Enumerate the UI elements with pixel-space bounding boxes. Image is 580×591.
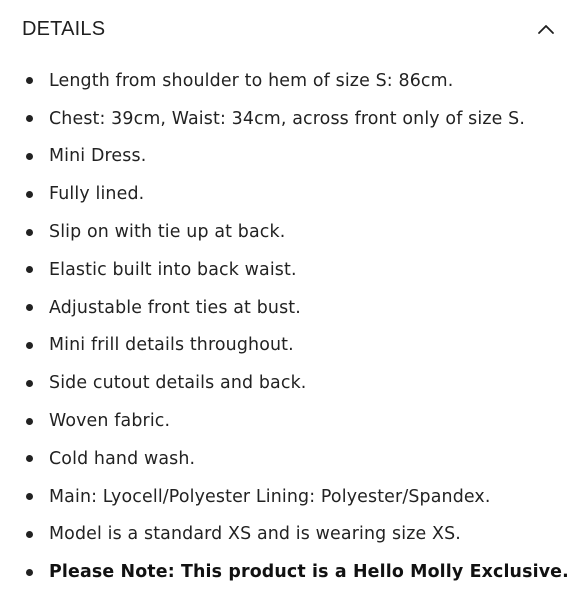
list-item (0, 327, 580, 365)
list-item-text: Cold hand wash. (49, 448, 196, 469)
bullet-icon (26, 342, 33, 349)
bullet-icon (26, 569, 33, 576)
list-item-text: Model is a standard XS and is wearing size XS. (49, 524, 461, 545)
list-item-text: Mini Dress. (49, 146, 147, 167)
list-item-exclusive-note (0, 553, 580, 591)
list-item (0, 213, 580, 251)
accordion-title: DETAILS (22, 18, 106, 40)
list-item (0, 175, 580, 213)
bullet-icon (26, 380, 33, 387)
details-accordion-header[interactable] (0, 0, 580, 58)
bullet-icon (26, 304, 33, 311)
bullet-icon (26, 191, 33, 198)
list-item-text: Slip on with tie up at back. (49, 222, 286, 243)
list-item (0, 402, 580, 440)
list-item-text: Fully lined. (49, 184, 145, 205)
list-item-text: Length from shoulder to hem of size S: 86cm. (49, 70, 454, 91)
list-item-text: Side cutout details and back. (49, 373, 307, 394)
bullet-icon (26, 455, 33, 462)
bullet-icon (26, 266, 33, 273)
list-item (0, 289, 580, 327)
list-item (0, 100, 580, 138)
list-item (0, 516, 580, 554)
list-item-text: Woven fabric. (49, 411, 171, 432)
list-item-text: Adjustable front ties at bust. (49, 297, 301, 318)
bullet-icon (26, 229, 33, 236)
list-item (0, 440, 580, 478)
chevron-up-icon[interactable] (534, 18, 558, 40)
list-item (0, 62, 580, 100)
bullet-icon (26, 418, 33, 425)
list-item (0, 251, 580, 289)
list-item-text: Please Note: This product is a Hello Molly Exclusive. (49, 562, 569, 583)
list-item-text: Main: Lyocell/Polyester Lining: Polyester/Spandex. (49, 486, 491, 507)
details-list (0, 62, 580, 591)
list-item (0, 364, 580, 402)
list-item-text: Mini frill details throughout. (49, 335, 294, 356)
list-item (0, 478, 580, 516)
bullet-icon (26, 493, 33, 500)
list-item (0, 138, 580, 176)
list-item-text: Elastic built into back waist. (49, 259, 297, 280)
list-item-text: Chest: 39cm, Waist: 34cm, across front only of size S. (49, 108, 526, 129)
bullet-icon (26, 531, 33, 538)
bullet-icon (26, 77, 33, 84)
bullet-icon (26, 115, 33, 122)
bullet-icon (26, 153, 33, 160)
